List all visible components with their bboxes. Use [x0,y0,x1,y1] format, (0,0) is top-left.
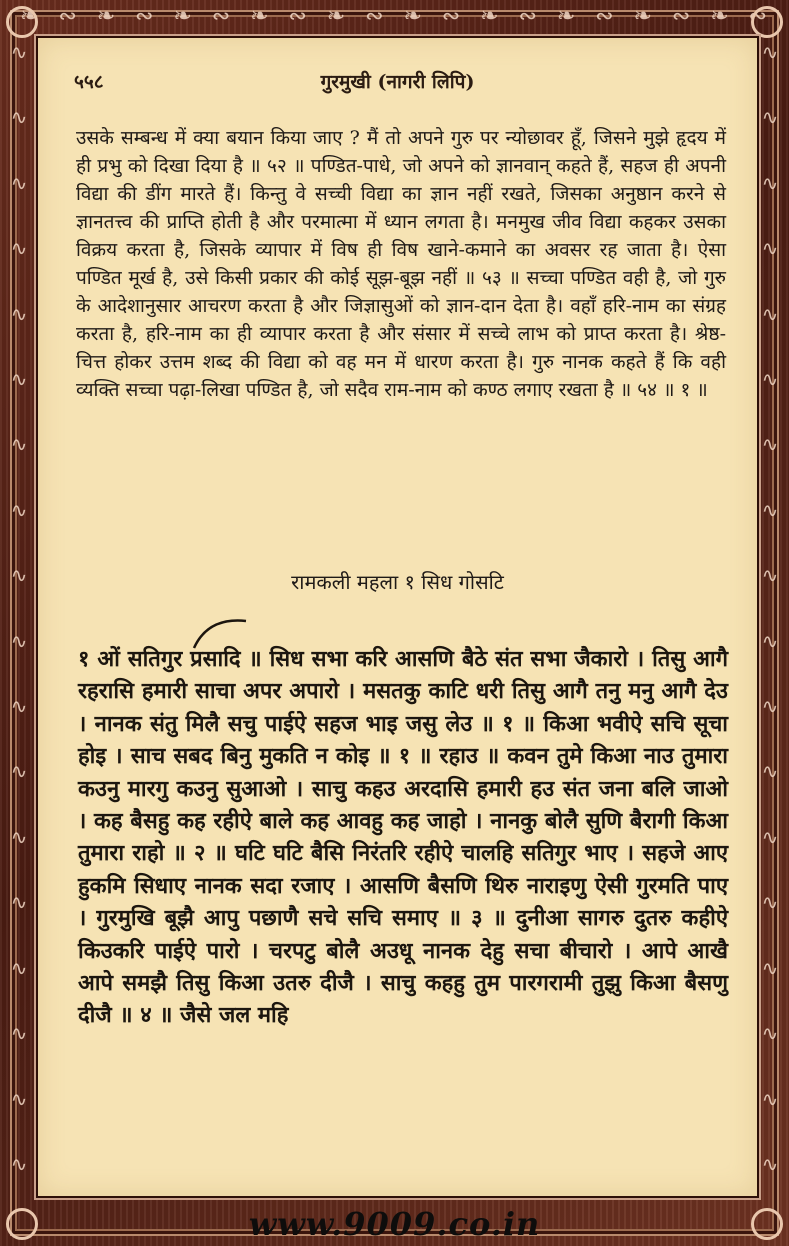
frame-scroll-left: ∿ ∿ ∿ ∿ ∿ ∿ ∿ ∿ ∿ ∿ ∿ ∿ ∿ ∿ ∿ ∿ ∿ ∿ [10,40,28,1176]
corner-ornament-icon [751,6,783,38]
translation-paragraph: उसके सम्बन्ध में क्या बयान किया जाए ? मैं तो अपने गुरु पर न्योछावर हूँ, जिसने मुझे हृदय में ही प्रभु को दिखा दिया है ॥ ५२ ॥ पण्डित-पाधे, जो अपने को ज्ञानवान् कहते हैं, सहज ही अपनी विद्या की डींग मारते हैं। किन्तु वे सच्ची विद्या का ज्ञान नहीं रखते, जिसका अनुष्ठान करने से ज्ञानतत्त्व की प्राप्ति होती है और परमात्मा में ध्यान लगता है। मनमुख जीव विद्या कहकर उसका विक्रय करता है, जिसके व्यापार में विष ही विष खाने-कमाने का अवसर रह जाता है। ऐसा पण्डित मूर्ख है, उसे किसी प्रकार की कोई सूझ-बूझ नहीं ॥ ५३ ॥ सच्चा पण्डित वही है, जो गुरु के आदेशानुसार आचरण करता है और जिज्ञासुओं को ज्ञान-दान देता है। वहाँ हरि-नाम का संग्रह करता है, हरि-नाम का ही व्यापार करता है और संसार में सच्चे लाभ को प्राप्त करता है। श्रेष्ठ-चित्त होकर उत्तम शब्द की विद्या को वह मन में धारण करता है। गुरु नानक कहते हैं कि वही व्यक्ति सच्चा पढ़ा-लिखा पण्डित है, जो सदैव राम-नाम को कण्ठ लगाए रखता है ॥ ५४ ॥ १ ॥ [76,127,726,401]
website-footer: www.9009.co.in [248,1205,541,1243]
page-number: ५५८ [74,71,104,93]
gurbani-text: १ ओं सतिगुर प्रसादि ॥ सिध सभा करि आसणि बैठे संत सभा जैकारो । तिसु आगै रहरासि हमारी साचा अपर अपारो । मसतकु काटि धरी तिसु आगै तनु मनु आगै देउ । नानक संतु मिलै सचु पाईऐ सहज भाइ जसु लेउ ॥ १ ॥ किआ भवीऐ सचि सूचा होइ । साच सबद बिनु मुकति न कोइ ॥ १ ॥ रहाउ ॥ कवन तुमे किआ नाउ तुमारा कउनु मारगु कउनु सुआओ । साचु कहउ अरदासि हमारी हउ संत जना बलि जाओ । कह बैसहु कह रहीऐ बाले कह आवहु कह जाहो । नानकु बोलै सुणि बैरागी किआ तुमारा राहो ॥ २ ॥ घटि घटि बैसि निरंतरि रहीऐ चालहि सतिगुर भाए । सहजे आए हुकमि सिधाए नानक सदा रजाए । आसणि बैसणि थिरु नाराइणु ऐसी गुरमति पाए । गुरमुखि बूझै आपु पछाणै सचे सचि समाए ॥ ३ ॥ दुनीआ सागरु दुतरु कहीऐ किउकरि पाईऐ पारो । चरपटु बोलै अउधू नानक देहु सचा बीचारो । आपे आखै आपे समझै तिसु किआ उतरु दीजै । साचु कहहु तुम पारगरामी तुझु किआ बैसणु दीजै ॥ ४ ॥ जैसे जल महि [78,647,728,1029]
section-heading: रामकली महला १ सिध गोसटि [291,570,504,594]
page-title: गुरमुखी (नागरी लिपि) [320,71,475,93]
page-header [74,68,721,98]
corner-ornament-icon [6,6,38,38]
frame-scroll-right: ∿ ∿ ∿ ∿ ∿ ∿ ∿ ∿ ∿ ∿ ∿ ∿ ∿ ∿ ∿ ∿ ∿ ∿ [761,40,779,1176]
frame-scroll-top: ❧ ∾ ❧ ∾ ❧ ∾ ❧ ∾ ❧ ∾ ❧ ∾ ❧ ∾ ❧ ∾ ❧ ∾ ❧ ∾ [20,4,769,29]
book-page [36,36,759,1198]
